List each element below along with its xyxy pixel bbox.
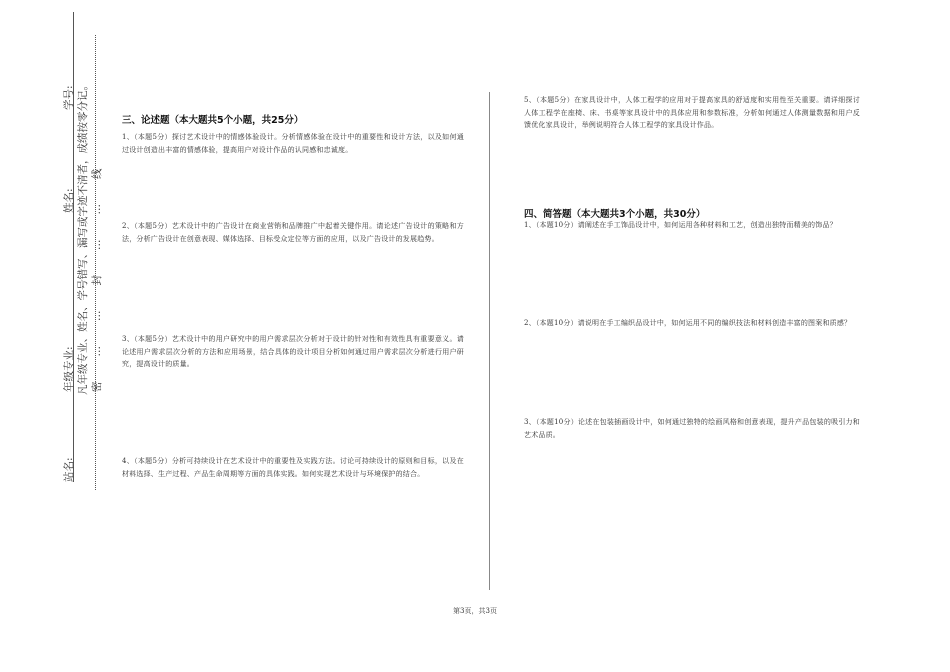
seal-line-text: 密……封……线	[91, 143, 103, 392]
short-answer-question-1: 1、（本题10分）请阐述在手工饰品设计中，如何运用各种材料和工艺，创造出独特而精美的饰品？	[524, 221, 837, 229]
student-id-label: 学号:	[63, 85, 75, 110]
binding-warning: 凡年级专业、姓名、学号错写、漏写或字迹不清者，成绩按零分记。	[77, 80, 89, 395]
section-title-discussion: 三、论述题（本大题共5个小题，共25分）	[122, 115, 304, 126]
major-label: 年级专业:	[63, 346, 75, 392]
short-answer-question-3: 3、（本题10分）论述在包装插画设计中，如何通过独特的绘画风格和创意表现，提升产品包装的吸引力和艺术品质。	[524, 418, 860, 439]
binding-solid-line	[73, 12, 74, 482]
discussion-question-2: 2、（本题5分）艺术设计中的广告设计在商业营销和品牌推广中起着关键作用。请论述广告设计的策略和方法，分析广告设计在创意表现、媒体选择、目标受众定位等方面的应用，以及广告设计的发展趋势。	[122, 222, 464, 243]
discussion-question-4: 4、（本题5分）分析可持续设计在艺术设计中的重要性及实践方法。讨论可持续设计的原则和目标，以及在材料选择、生产过程、产品生命周期等方面的具体实践。如何实现艺术设计与环境保护的结合。	[122, 457, 464, 478]
discussion-question-1: 1、（本题5分）探讨艺术设计中的情感体验设计。分析情感体验在设计中的重要性和设计方法，以及如何通过设计创造出丰富的情感体验，提高用户对设计作品的认同感和忠诚度。	[122, 133, 464, 154]
section-title-short-answer: 四、简答题（本大题共3个小题，共30分）	[524, 209, 706, 220]
name-label: 姓名:	[63, 188, 75, 213]
left-column	[122, 112, 464, 478]
discussion-question-5: 5、（本题5分）在家具设计中，人体工程学的应用对于提高家具的舒适度和实用性至关重要。请详细探讨人体工程学在座椅、床、书桌等家具设计中的具体应用和参数标准，分析如何通过人体测量数据和用户反馈优化家具设计，举例说明符合人体工程学的家具设计作品。	[524, 96, 860, 129]
page-number: 第3页，共3页	[453, 607, 497, 615]
binding-margin	[55, 0, 115, 672]
short-answer-question-2: 2、（本题10分）请说明在手工编织品设计中，如何运用不同的编织技法和材料创造丰富的图案和质感？	[524, 319, 852, 327]
discussion-question-3: 3、（本题5分）艺术设计中的用户研究中的用户需求层次分析对于设计的针对性和有效性具有重要意义。请论述用户需求层次分析的方法和应用场景，结合具体的设计项目分析如何通过用户需求层次分析进行用户研究，提高设计的质量。	[122, 335, 464, 368]
column-divider	[489, 92, 490, 590]
school-label: 站名:	[63, 457, 75, 482]
